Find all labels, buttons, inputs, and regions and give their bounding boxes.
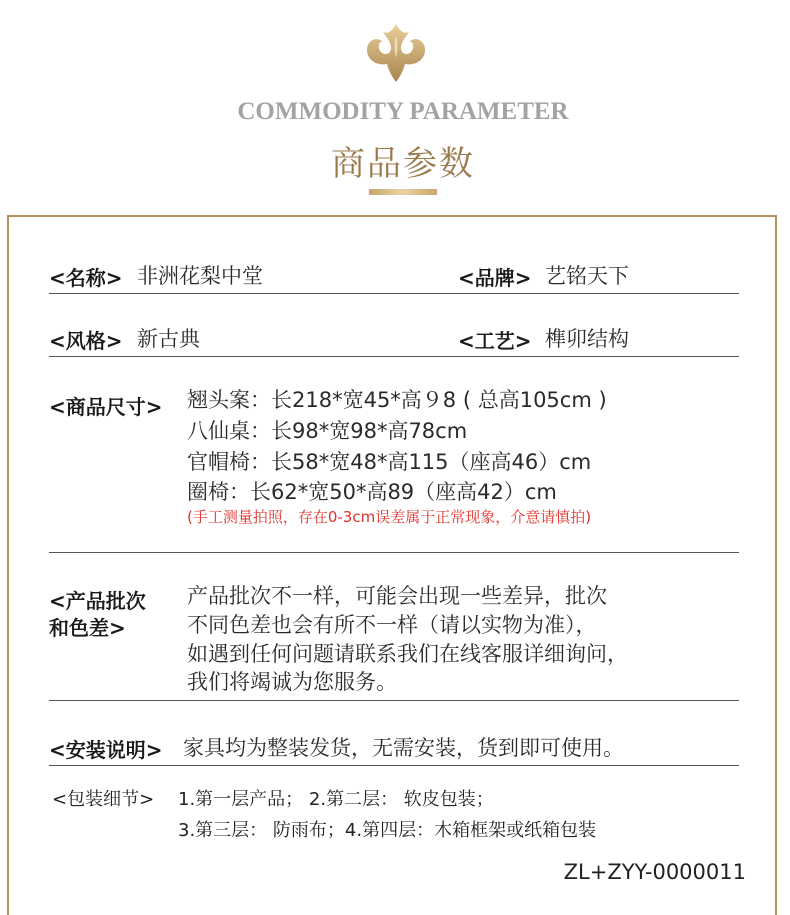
style-label: <风格> — [49, 329, 123, 353]
size-line: 翘头案：长218*宽45*高９8 ( 总高105cm ) — [187, 388, 607, 412]
pack-line: 1.第一层产品； 2.第二层： 软皮包装； — [178, 789, 494, 810]
name-value: 非洲花梨中堂 — [137, 264, 263, 288]
batch-label: 和色差> — [49, 616, 126, 640]
craft-value: 榫卯结构 — [545, 327, 629, 351]
batch-label: <产品批次 — [49, 589, 146, 613]
size-line: 官帽椅：长58*宽48*高115（座高46）cm — [187, 450, 592, 474]
size-line: 圈椅：长62*宽50*高89（座高42）cm — [187, 480, 557, 504]
divider — [49, 552, 739, 553]
size-note: (手工测量拍照，存在0-3cm误差属于正常现象，介意请慎拍) — [187, 508, 592, 526]
title-underline — [369, 189, 437, 195]
install-label: <安装说明> — [49, 738, 163, 762]
gold-ornament-icon — [365, 22, 427, 84]
batch-line: 不同色差也会有所不一样（请以实物为准）， — [187, 613, 597, 637]
pack-label: <包装细节> — [52, 789, 155, 810]
brand-label: <品牌> — [458, 266, 532, 290]
product-code: ZL+ZYY-0000011 — [563, 860, 746, 884]
pack-line: 3.第三层： 防雨布；4.第四层：木箱框架或纸箱包装 — [178, 820, 597, 841]
divider — [49, 700, 739, 701]
brand-value: 艺铭天下 — [545, 264, 629, 288]
style-value: 新古典 — [137, 327, 200, 351]
divider — [49, 293, 739, 294]
batch-line: 产品批次不一样，可能会出现一些差异，批次 — [187, 584, 607, 608]
divider — [49, 356, 739, 357]
install-value: 家具均为整装发货，无需安装，货到即可使用。 — [183, 736, 624, 760]
batch-line: 如遇到任何问题请联系我们在线客服详细询问， — [187, 642, 628, 666]
batch-line: 我们将竭诚为您服务。 — [187, 670, 397, 694]
name-label: <名称> — [49, 266, 123, 290]
size-line: 八仙桌：长98*宽98*高78cm — [187, 419, 468, 443]
english-title: COMMODITY PARAMETER — [237, 98, 569, 125]
chinese-title: 商品参数 — [331, 144, 475, 184]
divider — [49, 765, 739, 766]
size-label: <商品尺寸> — [49, 395, 163, 419]
craft-label: <工艺> — [458, 329, 532, 353]
